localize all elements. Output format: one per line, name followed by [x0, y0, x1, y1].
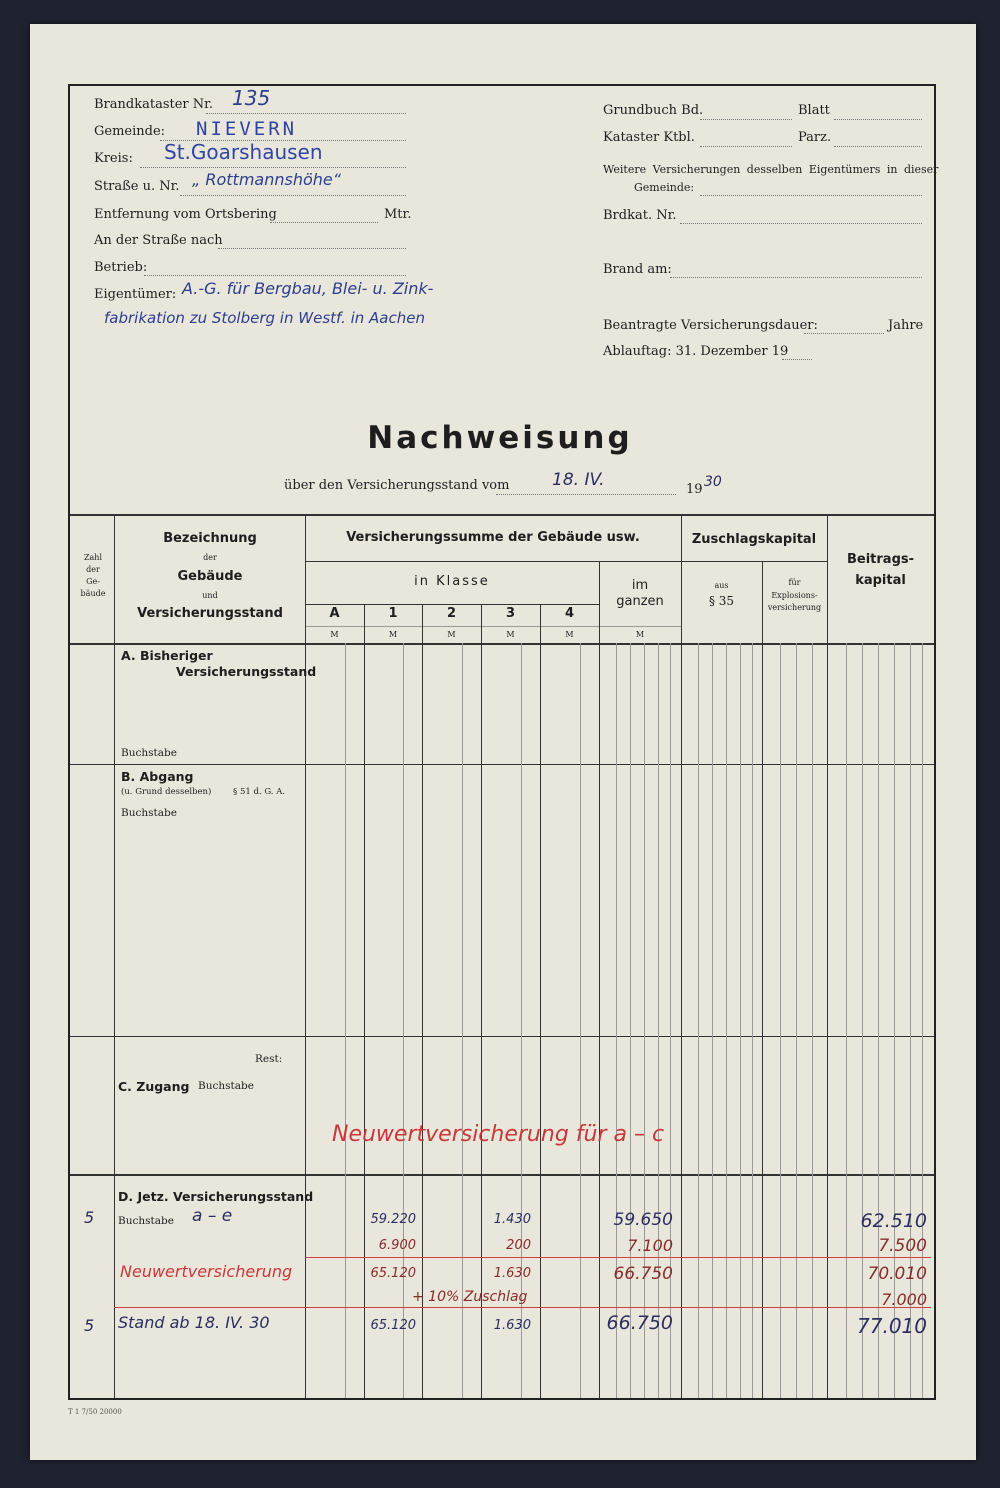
kreis-value: St.Goarshausen [164, 140, 323, 164]
sub-col-line [670, 643, 671, 1398]
in-klasse-header: in Klasse [414, 574, 490, 589]
parz-label: Parz. [798, 130, 832, 145]
sub-col-line [616, 643, 617, 1398]
jahre-label: Jahre [888, 318, 924, 333]
bez-header-3: Gebäude [177, 569, 243, 584]
im-ganzen-2: ganzen [616, 594, 664, 609]
beitrags-header-1: Beitrags- [846, 552, 915, 567]
strasse-nach-label: An der Straße nach [94, 233, 223, 248]
strasse-label: Straße u. Nr. [94, 179, 180, 194]
sub-col-line [521, 643, 522, 1398]
col-line [540, 604, 541, 1398]
sub-col-line [712, 643, 713, 1398]
weitere-line1: Weitere Versicherungen desselben Eigentümers in dieser [603, 163, 939, 176]
im-ganzen-1: im [631, 578, 649, 593]
row1-beitrag: 62.510 [860, 1210, 927, 1232]
section-line-a [70, 764, 934, 765]
eigentuemer-line1: A.-G. für Bergbau, Blei- u. Zink- [182, 279, 434, 298]
subtitle: über den Versicherungsstand vom [284, 478, 510, 493]
row3-label: Neuwertversicherung [120, 1262, 293, 1281]
brandkataster-value: 135 [232, 86, 271, 110]
document-title: Nachweisung [367, 420, 633, 456]
header-line [305, 561, 681, 562]
sub-col-line [894, 643, 895, 1398]
row5-klasse-a: 65.120 [370, 1318, 416, 1333]
row4-label: + 10% Zuschlag [412, 1289, 528, 1305]
year-prefix: 19 [686, 482, 703, 497]
row4-beitrag: 7.000 [881, 1290, 927, 1309]
blatt-label: Blatt [798, 103, 830, 118]
sub-col-line [812, 643, 813, 1398]
klasse-4: 4 [564, 606, 575, 621]
section-c-rest: Rest: [255, 1053, 283, 1065]
unit-1: M [388, 630, 398, 639]
col-line [305, 514, 306, 1398]
unit-a: M [330, 630, 339, 639]
strasse-value: „ Rottmannshöhe“ [192, 170, 342, 189]
sub-col-line [403, 643, 404, 1398]
section-c-buchstabe: Buchstabe [198, 1080, 254, 1092]
klasse-2: 2 [446, 606, 457, 621]
section-a-buchstabe: Buchstabe [121, 747, 177, 759]
unit-3: M [506, 630, 515, 639]
sub-col-line [922, 643, 923, 1398]
row2-klasse-2: 200 [506, 1238, 531, 1253]
bez-header-1: Bezeichnung [163, 531, 257, 546]
dauer-label: Beantragte Versicherungsdauer: [603, 318, 818, 333]
header-line [681, 561, 827, 562]
unit-ganzen: M [635, 630, 645, 639]
eigentuemer-line2: fabrikation zu Stolberg in Westf. in Aachen [104, 309, 425, 327]
row1-buchstabe: a – e [192, 1206, 233, 1226]
row2-beitrag: 7.500 [878, 1236, 927, 1256]
klasse-a: A [329, 606, 340, 621]
section-a-title-1: A. Bisheriger [121, 648, 213, 663]
fuer-label: für [788, 578, 801, 587]
sub-col-line [878, 643, 879, 1398]
row5-zahl: 5 [84, 1316, 95, 1335]
betrieb-label: Betrieb: [94, 260, 148, 275]
sub-col-line [462, 643, 463, 1398]
date-value: 18. IV. [552, 470, 605, 490]
ablauf-label: Ablauftag: 31. Dezember 19 [603, 344, 789, 359]
aus-label: aus [714, 581, 729, 590]
gemeinde-label: Gemeinde: [94, 124, 166, 139]
explosion-label-2: versicherung [767, 603, 822, 612]
col-line [422, 604, 423, 1398]
zahl-header-3: Ge- [86, 577, 100, 586]
sub-col-line [780, 643, 781, 1398]
versumme-header: Versicherungssumme der Gebäude usw. [346, 530, 640, 545]
sub-col-line [580, 643, 581, 1398]
col-line [762, 561, 763, 1398]
row5-label: Stand ab 18. IV. 30 [118, 1313, 270, 1332]
para35-label: § 35 [708, 594, 735, 608]
sub-col-line [752, 643, 753, 1398]
section-b-sub: (u. Grund desselben) [121, 787, 212, 797]
section-d-buchstabe: Buchstabe [118, 1215, 174, 1227]
unit-4: M [565, 630, 574, 639]
row3-klasse-a: 65.120 [370, 1266, 416, 1281]
zuschlag-header: Zuschlagskapital [691, 532, 817, 547]
section-d-title: D. Jetz. Versicherungsstand [118, 1189, 314, 1204]
year-value: 30 [704, 474, 722, 490]
sub-col-line [862, 643, 863, 1398]
zahl-header-1: Zahl [83, 553, 103, 562]
bez-header-2: der [203, 553, 217, 562]
bez-header-4: und [202, 591, 218, 600]
grundbuch-label: Grundbuch Bd. [603, 103, 704, 118]
sub-col-line [698, 643, 699, 1398]
col-line [681, 514, 682, 1398]
kataster-label: Kataster Ktbl. [603, 130, 695, 145]
eigentuemer-label: Eigentümer: [94, 287, 177, 302]
red-sum-line [305, 1257, 931, 1258]
sub-col-line [846, 643, 847, 1398]
brdkat-label: Brdkat. Nr. [603, 208, 677, 223]
entfernung-unit: Mtr. [384, 207, 412, 222]
kreis-label: Kreis: [94, 151, 133, 166]
header-bottom-line [70, 643, 934, 645]
sub-col-line [726, 643, 727, 1398]
zahl-header-4: bäude [80, 589, 106, 598]
row3-klasse-2: 1.630 [493, 1266, 531, 1281]
row5-im-ganzen: 66.750 [606, 1312, 673, 1334]
row1-im-ganzen: 59.650 [613, 1210, 673, 1230]
section-a-title-2: Versicherungsstand [176, 664, 317, 679]
section-c-title: C. Zugang [118, 1079, 190, 1094]
klasse-3: 3 [505, 606, 516, 621]
row1-zahl: 5 [84, 1208, 95, 1227]
section-b-buchstabe: Buchstabe [121, 807, 177, 819]
section-c-note: Neuwertversicherung für a – c [332, 1122, 665, 1147]
col-line [114, 514, 115, 1398]
sub-col-line [630, 643, 631, 1398]
sub-col-line [345, 643, 346, 1398]
sub-col-line [910, 643, 911, 1398]
bez-header-5: Versicherungsstand [137, 606, 283, 621]
unit-2: M [447, 630, 456, 639]
sub-col-line [740, 643, 741, 1398]
sub-col-line [658, 643, 659, 1398]
row1-klasse-2: 1.430 [493, 1212, 531, 1227]
red-total-line [114, 1307, 931, 1308]
row2-klasse-a: 6.900 [378, 1238, 416, 1253]
brand-label: Brand am: [603, 262, 672, 277]
row5-beitrag: 77.010 [857, 1314, 927, 1338]
weitere-line2: Gemeinde: [634, 181, 695, 194]
entfernung-label: Entfernung vom Ortsbering [94, 207, 277, 222]
gemeinde-value: NIEVERN [196, 118, 298, 140]
section-b-para: § 51 d. G. A. [233, 787, 286, 797]
klasse-1: 1 [388, 606, 398, 621]
print-code: T 1 7/50 20000 [68, 1408, 122, 1416]
section-b-title: B. Abgang [121, 769, 194, 784]
row2-im-ganzen: 7.100 [627, 1236, 673, 1255]
sub-col-line [796, 643, 797, 1398]
row5-klasse-2: 1.630 [493, 1318, 531, 1333]
table-top-line [70, 514, 934, 516]
unit-line [305, 626, 681, 627]
section-line-c [70, 1174, 934, 1176]
brandkataster-label: Brandkataster Nr. [94, 97, 214, 112]
row3-im-ganzen: 66.750 [613, 1264, 673, 1284]
header-line [305, 604, 599, 605]
zahl-header-2: der [86, 565, 100, 574]
explosion-label-1: Explosions- [771, 591, 818, 600]
row3-beitrag: 70.010 [867, 1264, 927, 1284]
sub-col-line [644, 643, 645, 1398]
row1-klasse-a: 59.220 [370, 1212, 416, 1227]
beitrags-header-2: kapital [855, 573, 906, 588]
section-line-b [70, 1036, 934, 1037]
